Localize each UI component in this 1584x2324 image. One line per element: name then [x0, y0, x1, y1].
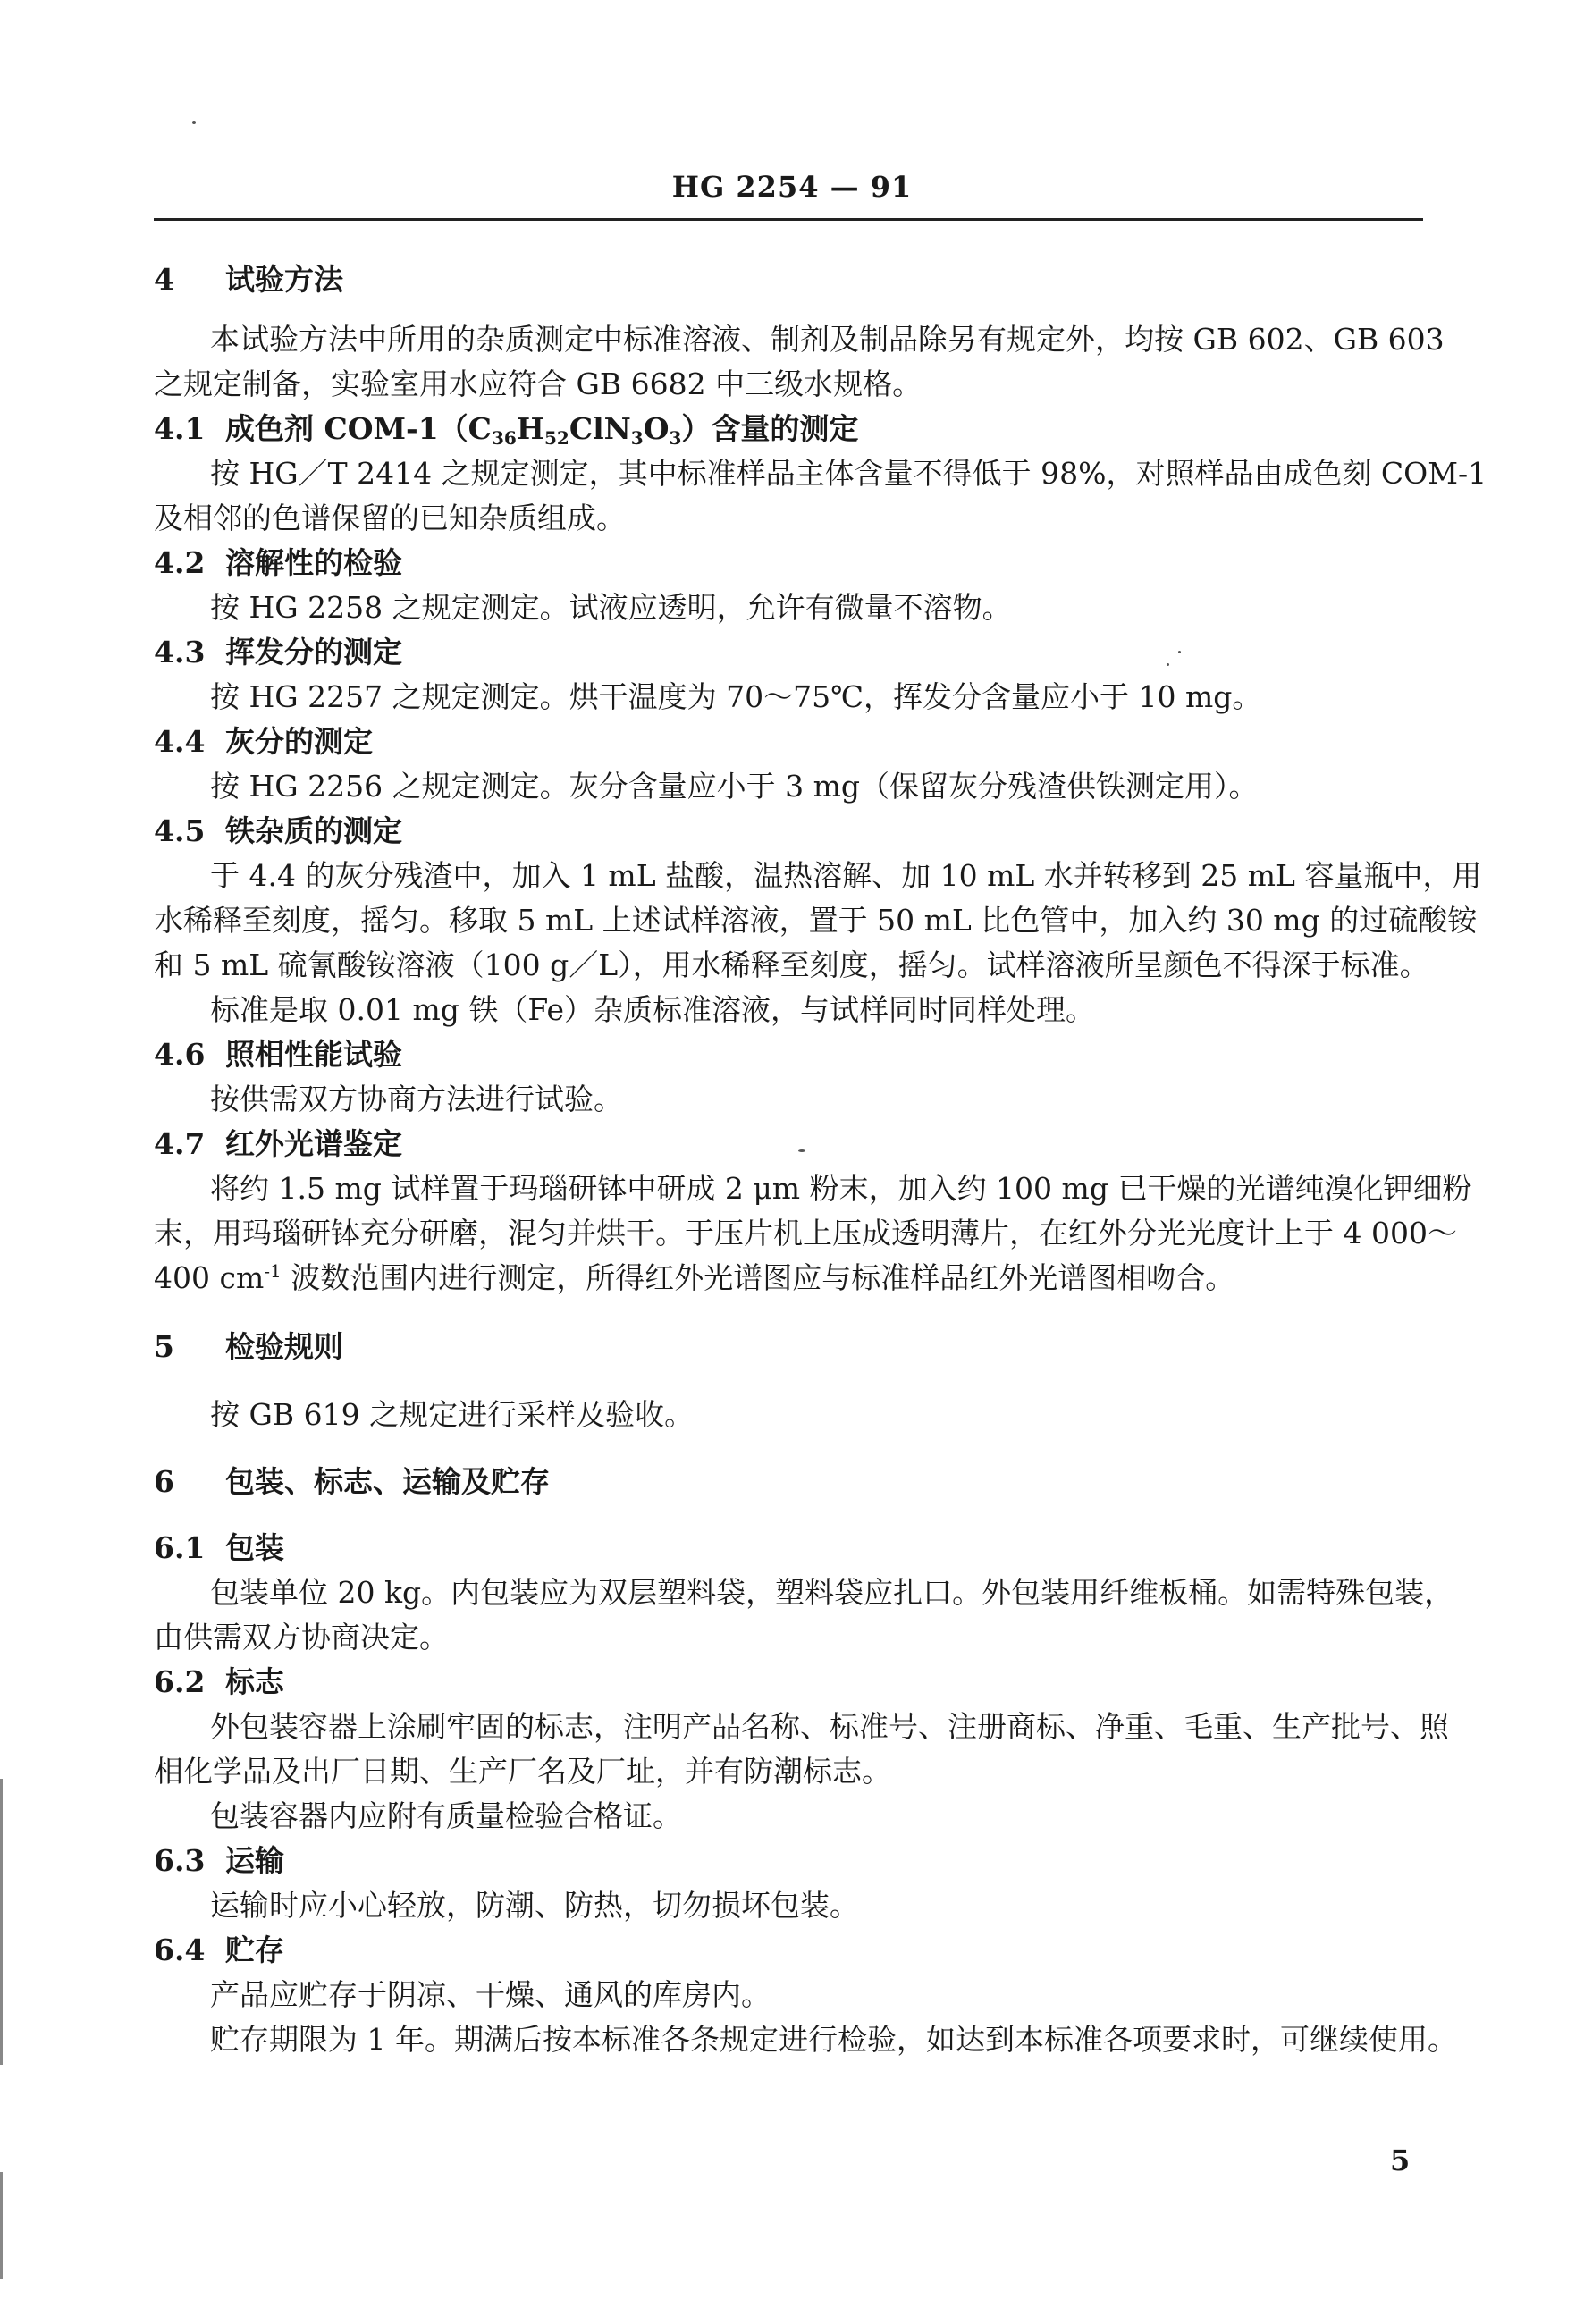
text-part: 波数范围内进行测定，所得红外光谱图应与标准样品红外光谱图相吻合。: [281, 1260, 1235, 1295]
section-title: 铁杂质的测定: [225, 813, 402, 848]
section-4-1-line-2: 及相邻的色谱保留的已知杂质组成。: [154, 501, 626, 535]
section-4-7-line-1: 将约 1.5 mg 试样置于玛瑙研钵中研成 2 μm 粉末，加入约 100 mg 已干燥的光谱纯溴化钾细粉: [210, 1171, 1472, 1206]
section-4-5-line-3: 和 5 mL 硫氰酸铵溶液（100 g／L），用水稀释至刻度，摇匀。试样溶液所呈颜色不得深于标准。: [154, 947, 1429, 982]
section-number: 6.2: [154, 1664, 206, 1699]
section-title: 标志: [225, 1664, 284, 1699]
section-title: 灰分的测定: [225, 724, 373, 759]
section-number: 6.3: [154, 1843, 206, 1878]
section-4-1-heading: [154, 411, 858, 447]
section-4-7-heading: [154, 1126, 402, 1162]
section-number: 6.4: [154, 1932, 206, 1967]
section-title-part: 成色剂 COM-1（C: [225, 411, 492, 446]
section-title: 包装、标志、运输及贮存: [225, 1464, 550, 1499]
section-title: 红外光谱鉴定: [225, 1126, 402, 1161]
section-6-2-heading: [154, 1664, 284, 1700]
section-4-5-line-4: 标准是取 0.01 mg 铁（Fe）杂质标准溶液，与试样同时同样处理。: [210, 992, 1095, 1027]
formula-subscript: 52: [543, 427, 569, 449]
scan-speck: [1178, 651, 1181, 653]
scan-edge-mark: [0, 1779, 3, 2065]
section-4-4-heading: [154, 724, 373, 760]
section-4-2-line-1: 按 HG 2258 之规定测定。试液应透明，允许有微量不溶物。: [210, 590, 1012, 625]
section-6-3-heading: [154, 1843, 284, 1879]
section-4-5-line-1: 于 4.4 的灰分残渣中，加入 1 mL 盐酸，温热溶解、加 10 mL 水并转移到 25 mL 容量瓶中，用: [210, 858, 1482, 893]
section-4-6-line-1: 按供需双方协商方法进行试验。: [210, 1082, 623, 1116]
section-4-4-line-1: 按 HG 2256 之规定测定。灰分含量应小于 3 mg（保留灰分残渣供铁测定用）。: [210, 769, 1259, 804]
section-6-2-line-2: 相化学品及出厂日期、生产厂名及厂址，并有防潮标志。: [154, 1754, 891, 1789]
section-title: 溶解性的检验: [225, 545, 402, 580]
formula-subscript: 3: [669, 427, 682, 449]
section-title: 贮存: [225, 1932, 284, 1967]
section-number: 4.7: [154, 1126, 206, 1161]
section-number: 4.5: [154, 813, 206, 848]
section-6-2-line-1: 外包装容器上涂刷牢固的标志，注明产品名称、标准号、注册商标、净重、毛重、生产批号、照: [210, 1709, 1449, 1744]
section-4-3-heading: [154, 635, 402, 670]
section-4-7-line-3: [154, 1260, 1234, 1296]
scan-edge-mark: [0, 2172, 3, 2279]
section-title: 试验方法: [225, 262, 343, 297]
section-title: 包装: [225, 1530, 284, 1565]
section-number: 5: [154, 1329, 174, 1364]
formula-subscript: 3: [630, 427, 644, 449]
section-5-heading: [154, 1329, 343, 1365]
scan-speck: [192, 121, 196, 124]
section-4-intro-line-1: 本试验方法中所用的杂质测定中标准溶液、制剂及制品除另有规定外，均按 GB 602、GB 603: [210, 322, 1445, 357]
section-6-4-heading: [154, 1932, 284, 1968]
section-6-1-line-2: 由供需双方协商决定。: [154, 1620, 449, 1655]
section-4-intro-line-2: 之规定制备，实验室用水应符合 GB 6682 中三级水规格。: [154, 366, 923, 401]
section-4-6-heading: [154, 1037, 402, 1073]
section-6-4-line-1: 产品应贮存于阴凉、干燥、通风的库房内。: [210, 1977, 771, 2012]
section-number: 4: [154, 262, 174, 297]
section-4-5-heading: [154, 813, 402, 849]
section-6-heading: [154, 1464, 550, 1500]
section-title: 运输: [225, 1843, 284, 1878]
superscript: -1: [264, 1260, 282, 1282]
section-number: 4.2: [154, 545, 206, 580]
section-title-part: O: [643, 411, 670, 446]
page-number: 5: [1390, 2143, 1411, 2177]
section-6-3-line-1: 运输时应小心轻放，防潮、防热，切勿损坏包装。: [210, 1888, 859, 1923]
scan-speck: [1167, 663, 1169, 666]
section-6-1-line-1: 包装单位 20 kg。内包装应为双层塑料袋，塑料袋应扎口。外包装用纤维板桶。如需特殊包装，: [210, 1575, 1454, 1610]
section-title: 挥发分的测定: [225, 635, 402, 669]
section-4-heading: [154, 262, 343, 298]
section-4-1-line-1: 按 HG／T 2414 之规定测定，其中标准样品主体含量不得低于 98%，对照样品由成色刻 COM-1: [210, 456, 1487, 491]
section-title-part: H: [516, 411, 544, 446]
section-number: 4.1: [154, 411, 206, 446]
section-4-5-line-2: 水稀释至刻度，摇匀。移取 5 mL 上述试样溶液，置于 50 mL 比色管中，加入约 30 mg 的过硫酸铵: [154, 903, 1478, 938]
section-title: 照相性能试验: [225, 1037, 402, 1072]
section-6-4-line-2: 贮存期限为 1 年。期满后按本标准各条规定进行检验，如达到本标准各项要求时，可继续使用。: [210, 2022, 1457, 2057]
section-number: 4.4: [154, 724, 206, 759]
section-4-7-line-2: 末，用玛瑙研钵充分研磨，混匀并烘干。于压片机上压成透明薄片，在红外分光光度计上于 4 000～: [154, 1216, 1457, 1250]
section-4-2-heading: [154, 545, 402, 581]
section-6-2-line-3: 包装容器内应附有质量检验合格证。: [210, 1798, 682, 1833]
standard-code-header: HG 2254 — 91: [671, 170, 913, 204]
header-rule: [154, 218, 1423, 221]
section-title-part: ClN: [569, 411, 631, 446]
section-number: 6: [154, 1464, 174, 1499]
section-title-part: ）含量的测定: [681, 411, 859, 446]
section-number: 4.3: [154, 635, 206, 669]
scan-speck: [798, 1149, 805, 1152]
section-number: 6.1: [154, 1530, 206, 1565]
text-part: 400 cm: [154, 1260, 265, 1295]
section-number: 4.6: [154, 1037, 206, 1072]
formula-subscript: 36: [491, 427, 517, 449]
section-title: 检验规则: [225, 1329, 343, 1364]
section-6-1-heading: [154, 1530, 284, 1566]
section-5-line-1: 按 GB 619 之规定进行采样及验收。: [210, 1397, 695, 1432]
section-4-3-line-1: 按 HG 2257 之规定测定。烘干温度为 70～75℃，挥发分含量应小于 10 mg。: [210, 679, 1262, 714]
